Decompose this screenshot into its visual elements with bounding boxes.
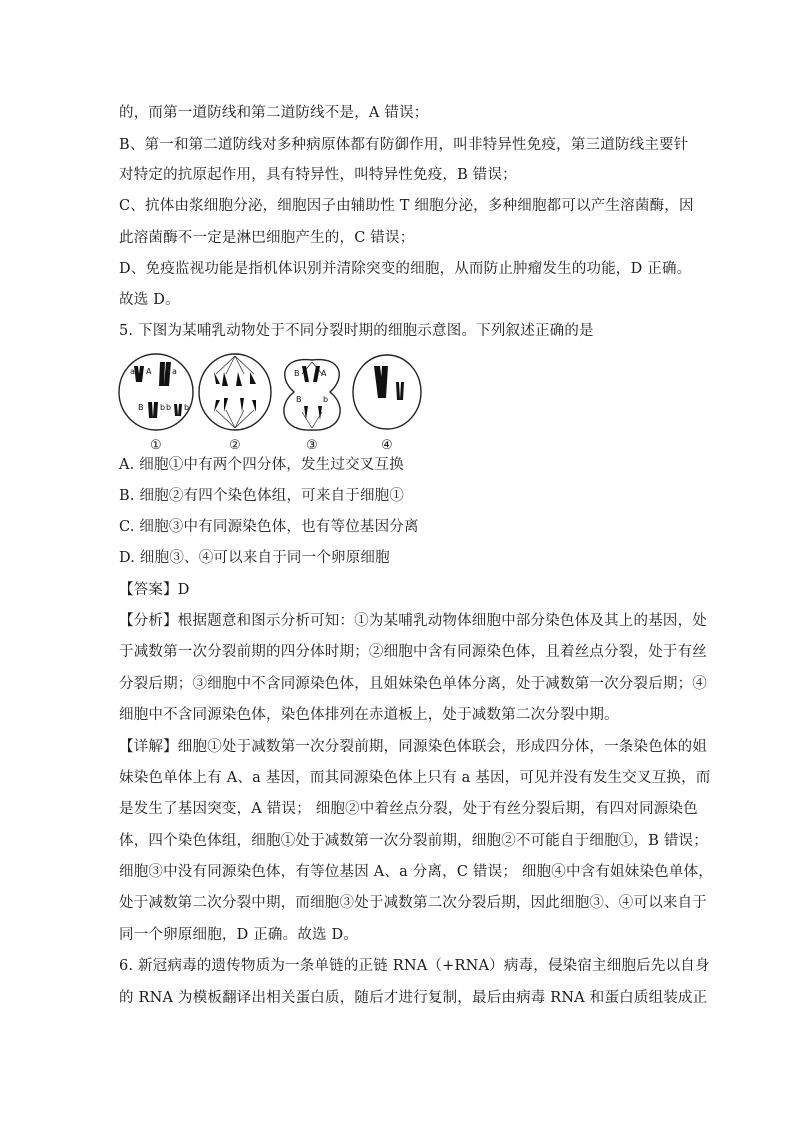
cell-label-1: ① bbox=[150, 438, 162, 453]
text-line: 对特定的抗原起作用，具有特异性，叫特异性免疫，B 错误； bbox=[119, 167, 517, 183]
gene-letter: B bbox=[296, 395, 302, 404]
text-line: B、第一和第二道防线对多种病原体都有防御作用，叫非特异性免疫，第三道防线主要针 bbox=[119, 137, 689, 153]
analysis-line: 细胞中不含同源染色体，染色体排列在赤道板上，处于减数第二次分裂中期。 bbox=[119, 707, 619, 723]
detail-line: 妹染色单体上有 A、a 基因，而其同源染色体上只有 a 基因，可见并没有发生交叉互换，而 bbox=[119, 770, 711, 786]
gene-letter: A bbox=[146, 367, 152, 376]
gene-letter: B bbox=[138, 403, 144, 412]
cell-diagrams bbox=[116, 352, 426, 436]
answer: 【答案】D bbox=[119, 582, 190, 598]
text-line: 故选 D。 bbox=[119, 292, 180, 308]
detail-line: 是发生了基因突变，A 错误； 细胞②中着丝点分裂，处于有丝分裂后期，有四对同源染色 bbox=[119, 801, 698, 817]
gene-letter: a bbox=[172, 367, 177, 376]
gene-letter: b bbox=[184, 403, 190, 412]
gene-letter: a bbox=[130, 367, 135, 376]
chromosome bbox=[396, 382, 404, 400]
text-line: 此溶菌酶不一定是淋巴细胞产生的，C 错误； bbox=[119, 230, 415, 246]
option-d: D. 细胞③、④可以来自于同一个卵原细胞 bbox=[119, 550, 390, 566]
chromosome bbox=[304, 406, 322, 420]
cell-division-figure bbox=[116, 352, 426, 453]
text-line: C、抗体由浆细胞分泌，细胞因子由辅助性 T 细胞分泌，多种细胞都可以产生溶菌酶，因 bbox=[119, 198, 694, 214]
chromosome bbox=[214, 398, 256, 412]
detail-line: 【详解】细胞①处于减数第一次分裂前期，同源染色体联会，形成四分体，一条染色体的姐 bbox=[119, 739, 707, 755]
chromosome bbox=[159, 362, 171, 386]
question-5-stem: 5. 下图为某哺乳动物处于不同分裂时期的细胞示意图。下列叙述正确的是 bbox=[119, 323, 594, 339]
question-6-line: 6. 新冠病毒的遗传物质为一条单链的正链 RNA（+RNA）病毒，侵染宿主细胞后先以自身 bbox=[119, 958, 710, 974]
detail-line: 细胞③中没有同源染色体，有等位基因 A、a 分离，C 错误； 细胞④中含有姐妹染色单体， bbox=[119, 864, 713, 880]
text-line: D、免疫监视功能是指机体识别并清除突变的细胞，从而防止肿瘤发生的功能，D 正确。 bbox=[119, 261, 692, 277]
chromosome bbox=[148, 402, 158, 418]
text-line: 的，而第一道防线和第二道防线不是，A 错误； bbox=[119, 105, 429, 121]
cell-label-2: ② bbox=[229, 438, 241, 453]
chromosome bbox=[374, 366, 388, 398]
cell-label-4: ④ bbox=[381, 438, 393, 453]
cell-label-3: ③ bbox=[306, 438, 318, 453]
gene-letter: b bbox=[160, 403, 166, 412]
gene-letter: b bbox=[166, 403, 172, 412]
option-a: A. 细胞①中有两个四分体，发生过交叉互换 bbox=[119, 457, 404, 473]
gene-letter: A bbox=[321, 369, 327, 378]
cell-3-membrane bbox=[284, 360, 340, 431]
analysis-line: 于减数第一次分裂前期的四分体时期；②细胞中含有同源染色体，且着丝点分裂，处于有丝 bbox=[119, 644, 707, 660]
detail-line: 同一个卵原细胞，D 正确。故选 D。 bbox=[119, 927, 359, 943]
option-b: B. 细胞②有四个染色体组，可来自于细胞① bbox=[119, 488, 405, 504]
gene-letter: B bbox=[294, 369, 300, 378]
chromosome bbox=[302, 366, 320, 382]
detail-line: 处于减数第二次分裂中期，而细胞③处于减数第二次分裂后期，因此细胞③、④可以来自于 bbox=[119, 895, 707, 911]
chromosome bbox=[174, 404, 182, 416]
gene-letter: b bbox=[323, 395, 329, 404]
chromosome bbox=[214, 372, 256, 386]
analysis-line: 分裂后期；③细胞中不含同源染色体，且姐妹染色单体分离，处于减数第一次分裂后期；④ bbox=[119, 676, 707, 692]
cell-1-membrane bbox=[119, 354, 193, 430]
question-6-line: 的 RNA 为模板翻译出相关蛋白质，随后才进行复制，最后由病毒 RNA 和蛋白质组装成正 bbox=[119, 990, 708, 1006]
option-c: C. 细胞③中有同源染色体，也有等位基因分离 bbox=[119, 519, 419, 535]
analysis-line: 【分析】根据题意和图示分析可知：①为某哺乳动物体细胞中部分染色体及其上的基因，处 bbox=[119, 613, 707, 629]
cell-2-membrane bbox=[199, 354, 271, 430]
chromosome bbox=[134, 366, 144, 382]
detail-line: 体，四个染色体组，细胞①处于减数第一次分裂前期，细胞②不可能自于细胞①，B 错误； bbox=[119, 833, 708, 849]
